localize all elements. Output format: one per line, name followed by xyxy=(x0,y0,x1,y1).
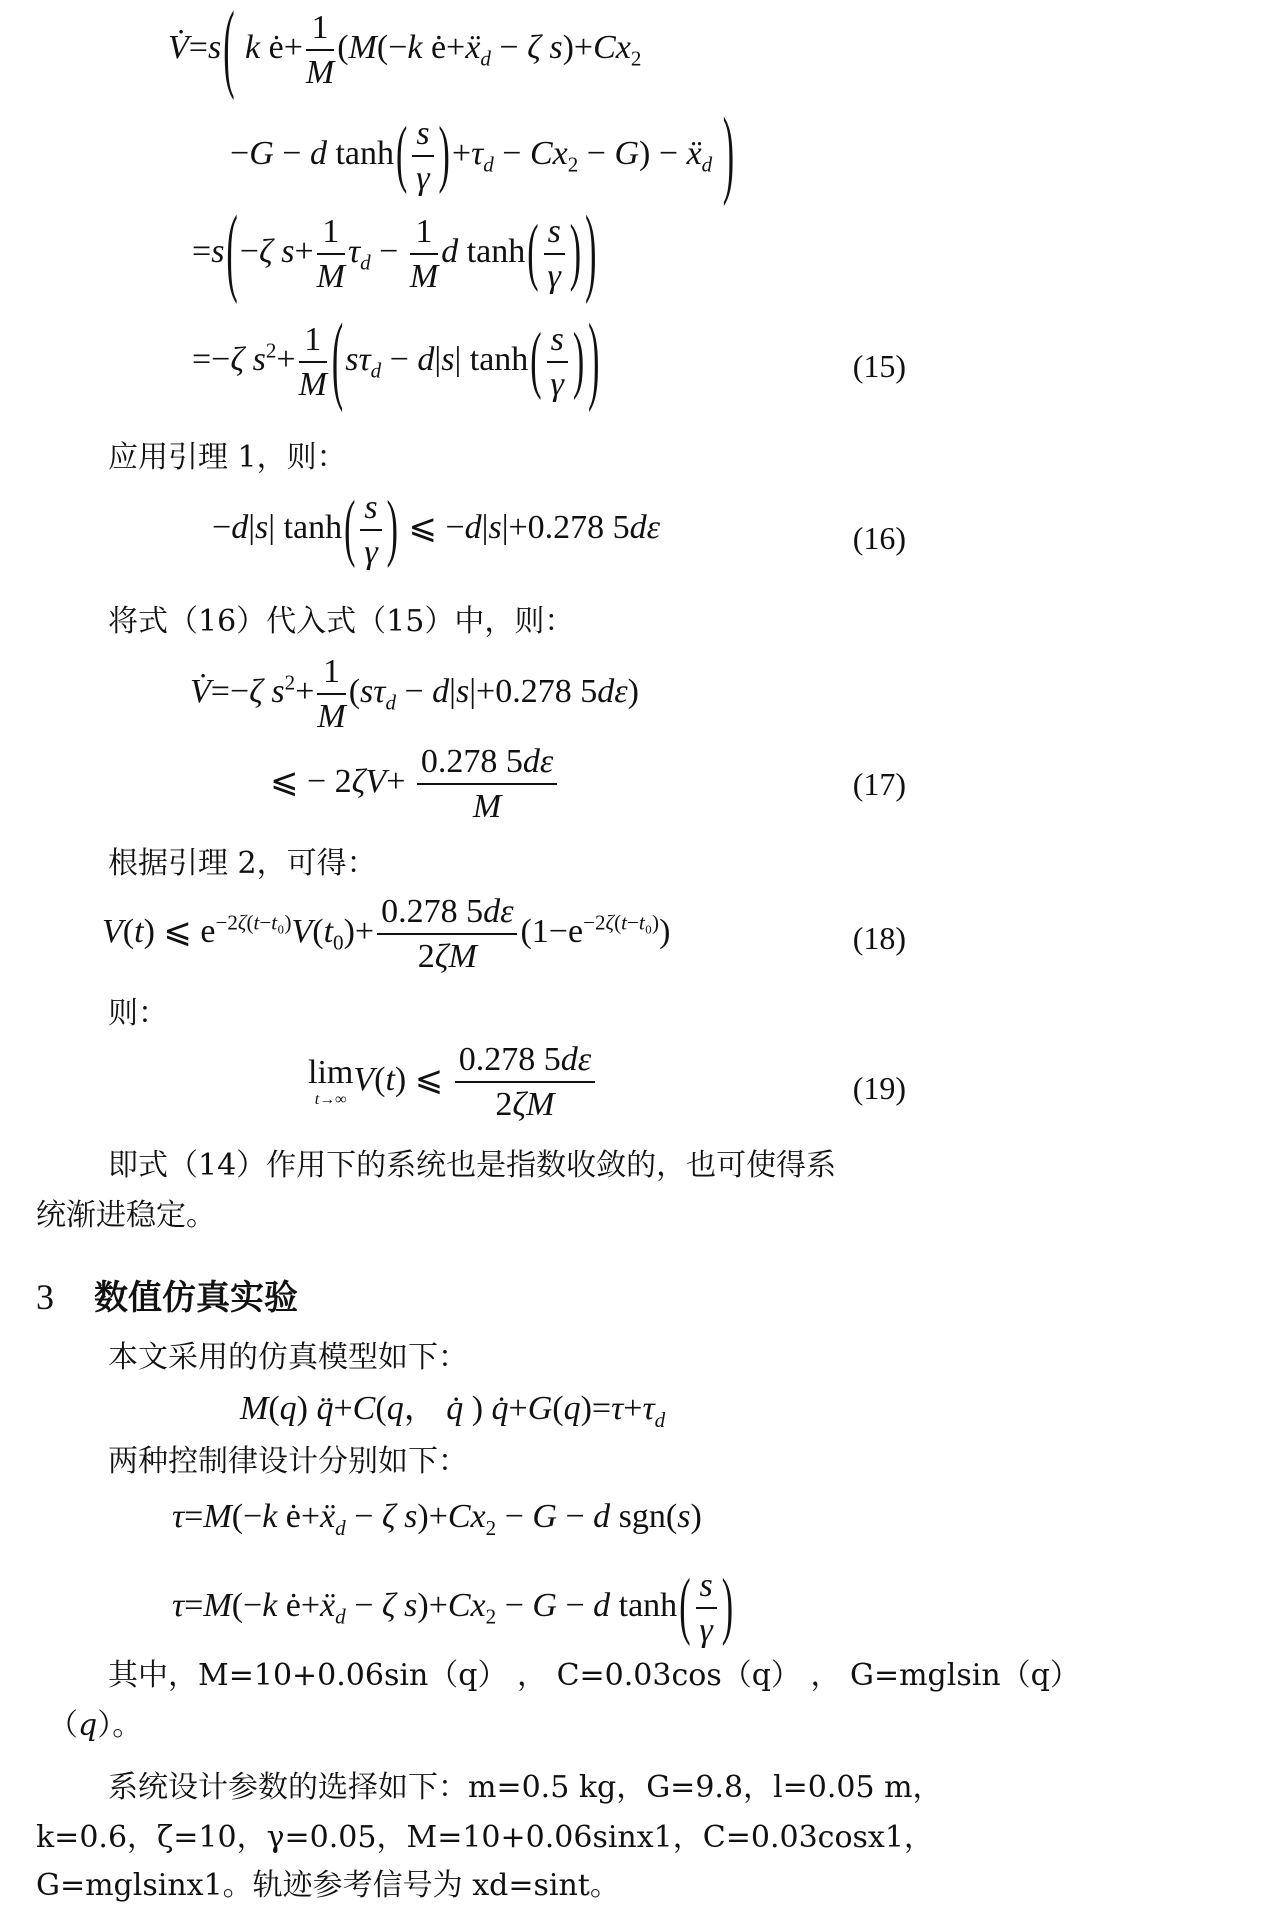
equation-19: lim t→∞ V(t) ⩽ $\frac{0.278 5d\varepsilon}{2\zeta M}$ xyxy=(308,1040,1272,1124)
equation-15-line-2: −G − d tanh( $\frac{s}{\gamma}$ )$+\tau_d - Cx_2 - G$) − ẍ$_d$ ) xyxy=(230,100,735,209)
param-l: l=0.05 m xyxy=(773,1770,913,1805)
param-G: G=9.8 xyxy=(646,1770,744,1805)
param-gamma: γ=0.05 xyxy=(266,1820,377,1855)
params-line-2: k=0.6，ζ=10，γ=0.05，M=10+0.06sinx1，C=0.03cosx1， xyxy=(36,1820,934,1855)
conclusion-line-2: 统渐进稳定。 xyxy=(36,1198,216,1233)
params-line-1: 系统设计参数的选择如下：m=0.5 kg，G=9.8，l=0.05 m， xyxy=(108,1770,943,1805)
section-title: 数值仿真实验 xyxy=(94,1278,298,1318)
equation-number-15: (15) xyxy=(852,348,906,384)
equation-number-17: (17) xyxy=(852,766,906,802)
params-intro: 系统设计参数的选择如下： xyxy=(108,1770,468,1805)
param-k: k=0.6 xyxy=(36,1820,128,1855)
simulation-model-equation: M(q) q̈+C(q， q̇ ) $q̇+G(q)=\tau+\tau_d$ xyxy=(240,1390,666,1432)
text-sim-model-intro: 本文采用的仿真模型如下： xyxy=(108,1340,468,1375)
section-number: 3 xyxy=(36,1277,54,1317)
text-by-lemma-2: 根据引理 2，可得： xyxy=(108,846,377,881)
equation-18: V(t) ⩽ $e^{-2\zeta(t-t_0)}V(t_0)+$ $\frac{0.278 5d\varepsilon}{2\zeta M}$ $(1-e^{-2\zeta(t-t_0)})$ xyxy=(102,893,671,976)
text-apply-lemma-1: 应用引理 1，则： xyxy=(108,440,347,475)
where-clause-line-2: （q）。 xyxy=(48,1708,143,1743)
reference-signal: 轨迹参考信号为 xd=sint。 xyxy=(252,1868,620,1903)
where-prefix: 其中， xyxy=(108,1658,198,1693)
section-heading xyxy=(36,1270,1000,1319)
control-law-sgn: τ=M(−k ė+ẍ$_d$ − ζ $s)+Cx_2 - G - d$ sgn(s) xyxy=(172,1498,702,1540)
conclusion-line-1: 即式（14）作用下的系统也是指数收敛的，也可使得系 xyxy=(108,1148,837,1183)
equation-number-19: (19) xyxy=(852,1070,906,1106)
equation-15-line-4: =−ζ $s^2+$ $\frac{1}{M}$ ($s\tau_d - d|s|$ tanh( $\frac{s}{\gamma}$ ) ) xyxy=(192,306,600,415)
where-G: G=mglsin（q） xyxy=(850,1658,1080,1693)
param-m: m=0.5 kg xyxy=(468,1770,617,1805)
equation-15-line-1: V̇=s( k ė+ $\frac{1}{M}$ (M(−k ė+ẍ$_d$ − ζ $s)+Cx_2$ xyxy=(168,0,642,103)
equation-number-18: (18) xyxy=(852,920,906,956)
text-control-law-intro: 两种控制律设计分别如下： xyxy=(108,1444,468,1479)
where-M: M=10+0.06sin（q） xyxy=(198,1658,508,1693)
param-C: C=0.03cosx1 xyxy=(702,1820,904,1855)
control-law-tanh: τ=M(−k ė+ẍ$_d$ − ζ $s)+Cx_2 - G - d$ tanh( $\frac{s}{\gamma}$ ) xyxy=(172,1566,734,1650)
param-zeta: ζ=10 xyxy=(157,1820,237,1855)
where-clause-line-1: 其中，M=10+0.06sin（q） ， C=0.03cos（q） ， G=mglsin（q） xyxy=(108,1658,1080,1693)
text-substitute: 将式（16）代入式（15）中，则： xyxy=(108,604,575,639)
where-C: C=0.03cos（q） xyxy=(556,1658,801,1693)
equation-16: −d|s| tanh( $\frac{s}{\gamma}$ ) ⩽ −d|s|+0.278 5dε xyxy=(212,488,661,572)
text-then: 则： xyxy=(108,996,168,1031)
equation-17-line-1: V̇=−ζ $s^2+$ $\frac{1}{M}$ ($s\tau_d - d|s|+0.278$ 5dε) xyxy=(190,653,639,736)
equation-17-line-2: ⩽ − 2ζV+ $\frac{0.278 5d\varepsilon}{M}$ xyxy=(270,742,1234,826)
bound-coefficient: 0.278 5 xyxy=(527,508,630,546)
equation-15-line-3: =s(−ζ s+ $\frac{1}{M}$ $\tau_d$ − $\frac{1}{M}$ d tanh( $\frac{s}{\gamma}$ ) ) xyxy=(192,198,597,307)
params-line-3: G=mglsinx1。轨迹参考信号为 xd=sint。 xyxy=(36,1868,620,1903)
param-M: M=10+0.06sinx1 xyxy=(406,1820,673,1855)
equation-number-16: (16) xyxy=(852,520,906,556)
param-G-expr: G=mglsinx1 xyxy=(36,1868,223,1903)
